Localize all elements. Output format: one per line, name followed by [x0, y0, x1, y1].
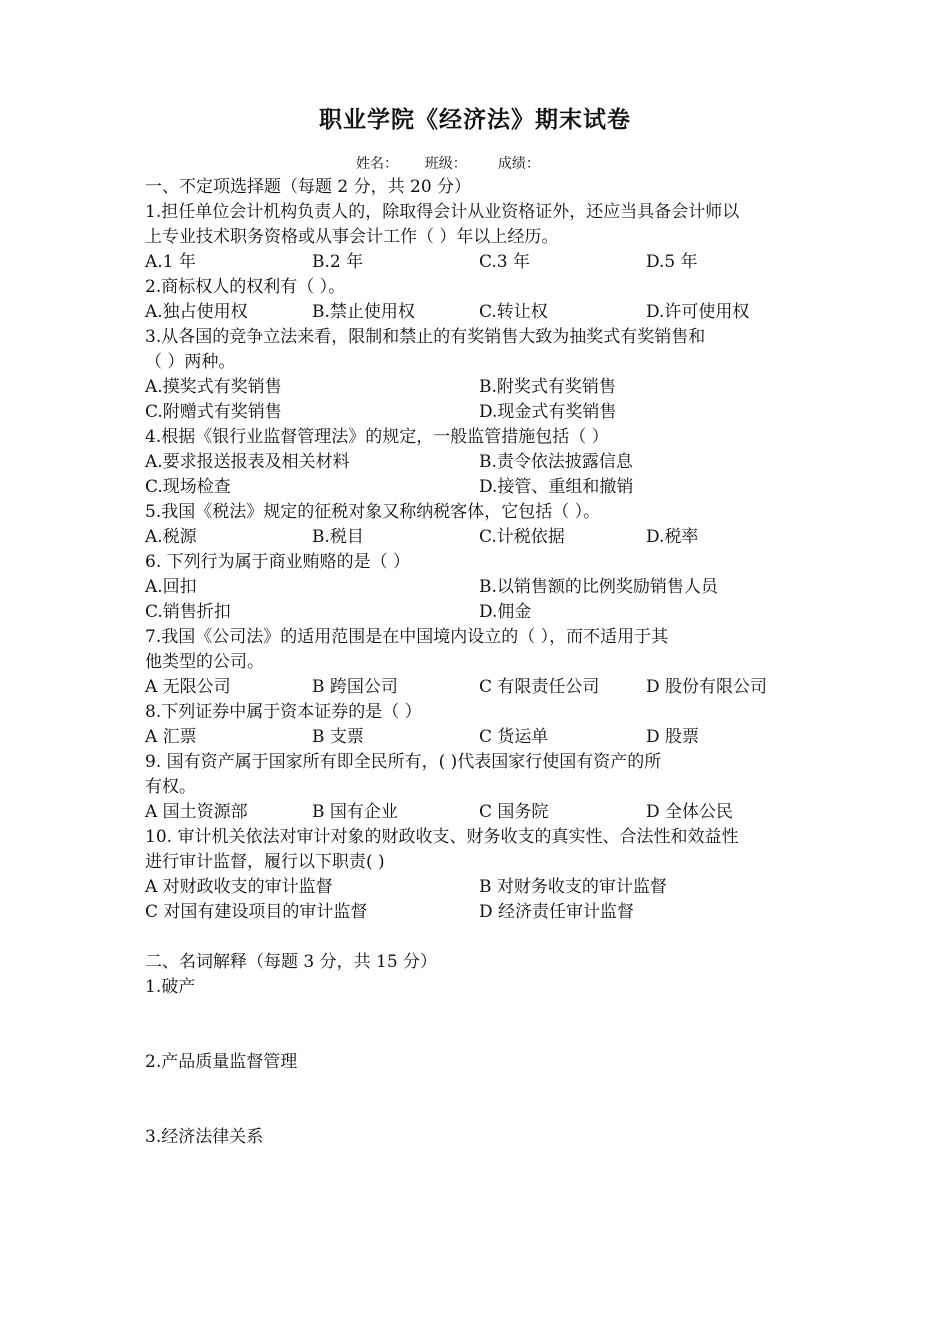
option-a: A 无限公司 — [145, 677, 231, 697]
exam-content — [145, 175, 815, 1150]
option-d: D.许可使用权 — [646, 302, 750, 322]
option-b: B.责令依法披露信息 — [479, 452, 633, 472]
section-gap — [145, 925, 815, 950]
option-b: B 跨国公司 — [312, 677, 398, 697]
option-c: C.现场检查 — [145, 477, 231, 497]
option-b: B.以销售额的比例奖励销售人员 — [479, 577, 718, 597]
question-4-options-row2 — [145, 475, 815, 500]
question-3-options-row1 — [145, 375, 815, 400]
question-7-options — [145, 675, 815, 700]
option-c: C.3 年 — [479, 252, 531, 272]
option-a: A.独占使用权 — [145, 302, 248, 322]
question-10-text-cont: 进行审计监督，履行以下职责( ) — [145, 852, 385, 872]
option-c: C 货运单 — [479, 727, 549, 747]
option-b: B.税目 — [312, 527, 364, 547]
question-3-text: 3.从各国的竞争立法来看，限制和禁止的有奖销售大致为抽奖式有奖销售和 — [145, 327, 706, 347]
option-d: D 全体公民 — [646, 802, 734, 822]
question-5-text: 5.我国《税法》规定的征税对象又称纳税客体，它包括（ ）。 — [145, 502, 601, 522]
option-d: D 股份有限公司 — [646, 677, 768, 697]
question-2-text: 2.商标权人的权利有（ ）。 — [145, 277, 346, 297]
option-a: A.税源 — [145, 527, 197, 547]
option-d: D.现金式有奖销售 — [479, 402, 617, 422]
option-c: C 国务院 — [479, 802, 549, 822]
option-d: D.税率 — [646, 527, 699, 547]
section-heading: 一、不定项选择题（每题 2 分，共 20 分） — [145, 177, 472, 197]
question-9-text: 9. 国有资产属于国家所有即全民所有，( )代表国家行使国有资产的所 — [145, 752, 662, 772]
question-8-text: 8.下列证券中属于资本证券的是（ ） — [145, 702, 422, 722]
option-b: B.禁止使用权 — [312, 302, 415, 322]
question-6-options-row1 — [145, 575, 815, 600]
page-title: 职业学院《经济法》期末试卷 — [319, 106, 631, 133]
term-2: 2.产品质量监督管理 — [145, 1052, 298, 1072]
question-9-options — [145, 800, 815, 825]
term-3: 3.经济法律关系 — [145, 1127, 264, 1147]
option-a: A 国土资源部 — [145, 802, 248, 822]
option-b: B 国有企业 — [312, 802, 398, 822]
option-d: D 股票 — [646, 727, 700, 747]
question-7-text-cont: 他类型的公司。 — [145, 652, 264, 672]
option-a: A 汇票 — [145, 727, 197, 747]
question-10-text: 10. 审计机关依法对审计对象的财政收支、财务收支的真实性、合法性和效益性 — [145, 827, 739, 847]
question-8-options — [145, 725, 815, 750]
question-10-options-row2 — [145, 900, 815, 925]
answer-space — [145, 1000, 815, 1050]
question-6-text: 6. 下列行为属于商业贿赂的是（ ） — [145, 552, 411, 572]
question-5-options — [145, 525, 815, 550]
question-3-text-cont: （ ）两种。 — [145, 352, 236, 372]
option-a: A.摸奖式有奖销售 — [145, 377, 282, 397]
question-1-text-cont: 上专业技术职务资格或从事会计工作（ ）年以上经历。 — [145, 227, 559, 247]
option-b: B.2 年 — [312, 252, 364, 272]
option-c: C.转让权 — [479, 302, 548, 322]
option-c: C 对国有建设项目的审计监督 — [145, 902, 368, 922]
option-d: D.接管、重组和撤销 — [479, 477, 634, 497]
option-c: C.销售折扣 — [145, 602, 231, 622]
option-d: D 经济责任审计监督 — [479, 902, 635, 922]
section-heading: 二、名词解释（每题 3 分，共 15 分） — [145, 952, 438, 972]
student-info-line: 姓名： 班级： 成绩： — [356, 156, 540, 172]
question-10-options-row1 — [145, 875, 815, 900]
question-2-options — [145, 300, 815, 325]
question-9-text-cont: 有权。 — [145, 777, 196, 797]
question-3-options-row2 — [145, 400, 815, 425]
option-c: C 有限责任公司 — [479, 677, 600, 697]
option-b: B 支票 — [312, 727, 364, 747]
option-c: C.附赠式有奖销售 — [145, 402, 282, 422]
question-6-options-row2 — [145, 600, 815, 625]
answer-space — [145, 1075, 815, 1125]
term-1: 1.破产 — [145, 977, 196, 997]
option-a: A 对财政收支的审计监督 — [145, 877, 333, 897]
question-7-text: 7.我国《公司法》的适用范围是在中国境内设立的（ ），而不适用于其 — [145, 627, 669, 647]
question-1-text: 1.担任单位会计机构负责人的，除取得会计从业资格证外，还应当具备会计师以 — [145, 202, 740, 222]
option-a: A.要求报送报表及相关材料 — [145, 452, 350, 472]
option-a: A.1 年 — [145, 252, 196, 272]
question-1-options — [145, 250, 815, 275]
question-4-text: 4.根据《银行业监督管理法》的规定，一般监管措施包括（ ） — [145, 427, 609, 447]
option-c: C.计税依据 — [479, 527, 565, 547]
question-4-options-row1 — [145, 450, 815, 475]
option-d: D.5 年 — [646, 252, 698, 272]
option-a: A.回扣 — [145, 577, 197, 597]
option-b: B 对财务收支的审计监督 — [479, 877, 667, 897]
option-b: B.附奖式有奖销售 — [479, 377, 616, 397]
option-d: D.佣金 — [479, 602, 532, 622]
